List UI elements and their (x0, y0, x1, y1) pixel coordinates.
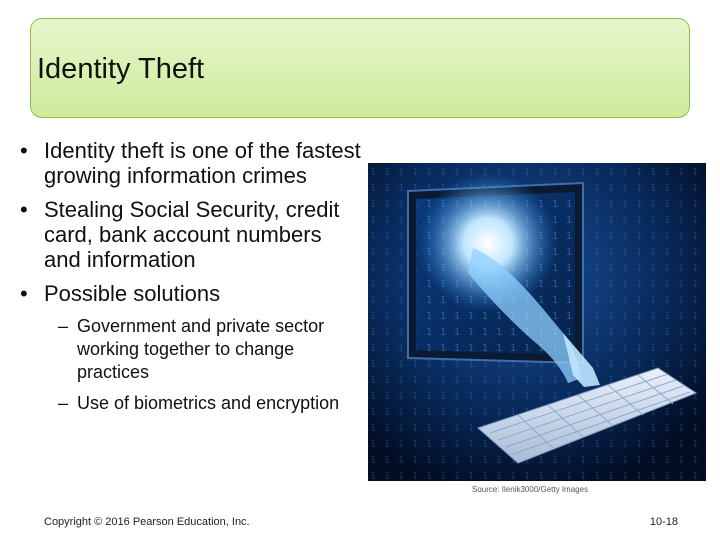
bullet-3: • Possible solutions (18, 281, 363, 306)
bullet-2: • Stealing Social Security, credit card, bank account numbers and information (18, 197, 363, 272)
bullet-1: • Identity theft is one of the fastest growing information crimes (18, 138, 363, 188)
sub-bullet-2: – Use of biometrics and encryption (18, 392, 363, 415)
page-number: 10-18 (649, 516, 678, 528)
sub-bullet-1: – Government and private sector working together to change practices (18, 315, 363, 384)
slide-content (18, 138, 363, 423)
title-box (30, 18, 690, 118)
slide-title: Identity Theft (37, 53, 205, 85)
copyright-footer: Copyright © 2016 Pearson Education, Inc. (44, 516, 250, 528)
identity-theft-image (368, 163, 706, 481)
image-credit: Source: Ilenik3000/Getty Images (472, 485, 589, 494)
